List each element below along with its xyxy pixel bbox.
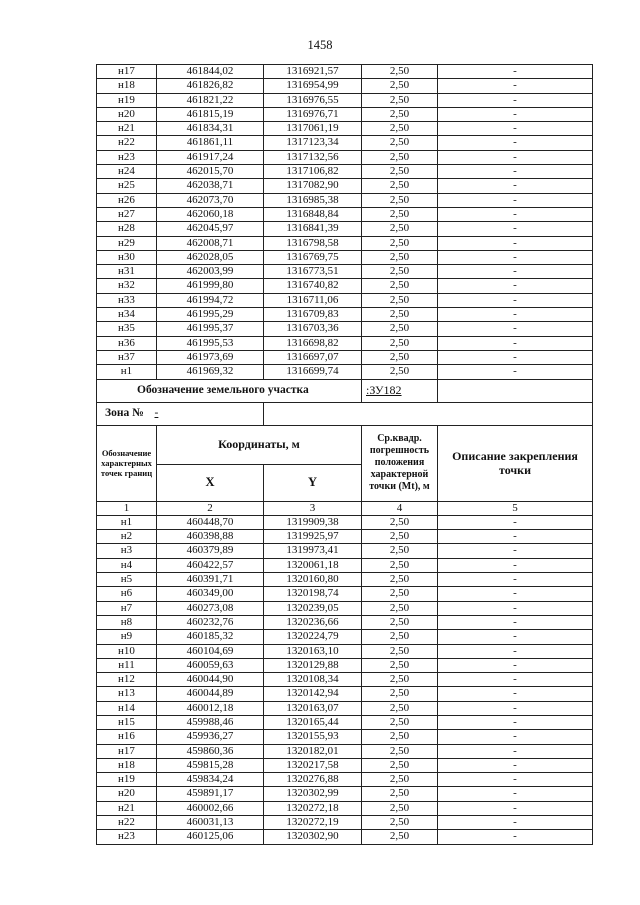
description-value: - [438, 308, 593, 322]
col-number: 5 [438, 501, 593, 515]
coord-x: 461834,31 [157, 122, 264, 136]
coord-y: 1316711,06 [264, 293, 362, 307]
coord-x: 462060,18 [157, 207, 264, 221]
description-value: - [438, 65, 593, 79]
description-value: - [438, 107, 593, 121]
point-name: н21 [97, 801, 157, 815]
coord-y: 1320129,88 [264, 658, 362, 672]
table-row [97, 515, 593, 529]
description-value: - [438, 573, 593, 587]
table-row [97, 601, 593, 615]
coord-y: 1316699,74 [264, 365, 362, 379]
coord-x: 460448,70 [157, 515, 264, 529]
point-name: н24 [97, 165, 157, 179]
point-name: н10 [97, 644, 157, 658]
table-row [97, 744, 593, 758]
table-row [97, 816, 593, 830]
description-value: - [438, 601, 593, 615]
description-value: - [438, 644, 593, 658]
point-name: н35 [97, 322, 157, 336]
point-name: н18 [97, 758, 157, 772]
description-value: - [438, 222, 593, 236]
coord-y: 1316798,58 [264, 236, 362, 250]
table-row [97, 293, 593, 307]
table-row [97, 350, 593, 364]
table-row [97, 179, 593, 193]
column-numbers-row [97, 501, 593, 515]
description-value: - [438, 744, 593, 758]
table-row [97, 715, 593, 729]
description-value: - [438, 365, 593, 379]
accuracy-value: 2,50 [362, 107, 438, 121]
point-name: н29 [97, 236, 157, 250]
coord-y: 1319925,97 [264, 530, 362, 544]
accuracy-value: 2,50 [362, 179, 438, 193]
table-row [97, 322, 593, 336]
accuracy-value: 2,50 [362, 150, 438, 164]
description-value: - [438, 530, 593, 544]
table-row [97, 544, 593, 558]
accuracy-value: 2,50 [362, 515, 438, 529]
header-x: X [157, 464, 264, 501]
coord-y: 1320061,18 [264, 558, 362, 572]
table-row [97, 687, 593, 701]
table-row [97, 644, 593, 658]
description-value: - [438, 673, 593, 687]
zone-label: Зона № [105, 406, 144, 419]
table-row [97, 107, 593, 121]
coord-y: 1316703,36 [264, 322, 362, 336]
description-value: - [438, 93, 593, 107]
point-name: н13 [97, 687, 157, 701]
coord-x: 460349,00 [157, 587, 264, 601]
zone-value: - [154, 406, 159, 419]
coord-y: 1320272,19 [264, 816, 362, 830]
accuracy-value: 2,50 [362, 530, 438, 544]
coord-y: 1317061,19 [264, 122, 362, 136]
coord-y: 1320142,94 [264, 687, 362, 701]
coord-x: 459988,46 [157, 715, 264, 729]
col-number: 1 [97, 501, 157, 515]
point-name: н18 [97, 79, 157, 93]
point-name: н16 [97, 730, 157, 744]
description-value: - [438, 207, 593, 221]
table-row [97, 79, 593, 93]
coord-x: 460031,13 [157, 816, 264, 830]
point-name: н11 [97, 658, 157, 672]
point-name: н37 [97, 350, 157, 364]
table-row [97, 336, 593, 350]
description-value: - [438, 265, 593, 279]
point-name: н26 [97, 193, 157, 207]
accuracy-value: 2,50 [362, 93, 438, 107]
table-row [97, 93, 593, 107]
point-name: н19 [97, 93, 157, 107]
accuracy-value: 2,50 [362, 136, 438, 150]
plot-designation-value: :ЗУ182 [362, 379, 438, 402]
coord-x: 461994,72 [157, 293, 264, 307]
bottom-rows [97, 515, 593, 844]
plot-designation-row [97, 379, 593, 402]
table-row [97, 630, 593, 644]
description-value: - [438, 630, 593, 644]
accuracy-value: 2,50 [362, 573, 438, 587]
point-name: н22 [97, 816, 157, 830]
col-number: 2 [157, 501, 264, 515]
accuracy-value: 2,50 [362, 615, 438, 629]
coord-y: 1317123,34 [264, 136, 362, 150]
table-row [97, 150, 593, 164]
point-name: н1 [97, 365, 157, 379]
point-name: н34 [97, 308, 157, 322]
accuracy-value: 2,50 [362, 336, 438, 350]
description-value: - [438, 322, 593, 336]
coord-x: 461995,37 [157, 322, 264, 336]
accuracy-value: 2,50 [362, 601, 438, 615]
description-value: - [438, 136, 593, 150]
coord-x: 460422,57 [157, 558, 264, 572]
accuracy-value: 2,50 [362, 65, 438, 79]
table-row [97, 136, 593, 150]
point-name: н9 [97, 630, 157, 644]
accuracy-value: 2,50 [362, 730, 438, 744]
table-row [97, 701, 593, 715]
description-value: - [438, 122, 593, 136]
table-row [97, 730, 593, 744]
coord-y: 1316709,83 [264, 308, 362, 322]
coord-y: 1320302,90 [264, 830, 362, 844]
coord-x: 461844,02 [157, 65, 264, 79]
accuracy-value: 2,50 [362, 365, 438, 379]
coord-y: 1316848,84 [264, 207, 362, 221]
coord-x: 459834,24 [157, 773, 264, 787]
table-row [97, 365, 593, 379]
point-name: н12 [97, 673, 157, 687]
point-name: н22 [97, 136, 157, 150]
point-name: н30 [97, 250, 157, 264]
coord-x: 460273,08 [157, 601, 264, 615]
coord-y: 1320160,80 [264, 573, 362, 587]
coord-x: 461826,82 [157, 79, 264, 93]
table-row [97, 236, 593, 250]
accuracy-value: 2,50 [362, 773, 438, 787]
coord-y: 1320108,34 [264, 673, 362, 687]
coord-x: 460125,06 [157, 830, 264, 844]
point-name: н17 [97, 65, 157, 79]
accuracy-value: 2,50 [362, 644, 438, 658]
point-name: н33 [97, 293, 157, 307]
coord-x: 462073,70 [157, 193, 264, 207]
coord-y: 1316954,99 [264, 79, 362, 93]
coord-y: 1317106,82 [264, 165, 362, 179]
coord-x: 462015,70 [157, 165, 264, 179]
description-value: - [438, 150, 593, 164]
point-name: н2 [97, 530, 157, 544]
accuracy-value: 2,50 [362, 293, 438, 307]
col-number: 3 [264, 501, 362, 515]
table-row [97, 615, 593, 629]
table-row [97, 222, 593, 236]
description-value: - [438, 816, 593, 830]
point-name: н27 [97, 207, 157, 221]
coord-x: 461995,53 [157, 336, 264, 350]
coord-x: 461917,24 [157, 150, 264, 164]
point-name: н20 [97, 107, 157, 121]
coord-y: 1320276,88 [264, 773, 362, 787]
table-row [97, 801, 593, 815]
coord-x: 462038,71 [157, 179, 264, 193]
accuracy-value: 2,50 [362, 350, 438, 364]
description-value: - [438, 773, 593, 787]
coord-y: 1316769,75 [264, 250, 362, 264]
description-value: - [438, 787, 593, 801]
table-row [97, 530, 593, 544]
table-row [97, 250, 593, 264]
description-value: - [438, 236, 593, 250]
coord-y: 1320163,10 [264, 644, 362, 658]
coord-x: 459860,36 [157, 744, 264, 758]
accuracy-value: 2,50 [362, 122, 438, 136]
description-value: - [438, 758, 593, 772]
coord-x: 462008,71 [157, 236, 264, 250]
coord-y: 1316841,39 [264, 222, 362, 236]
description-value: - [438, 293, 593, 307]
point-name: н5 [97, 573, 157, 587]
point-name: н14 [97, 701, 157, 715]
description-value: - [438, 544, 593, 558]
header-accuracy: Ср.квадр. погрешность положения характерной точки (Mt), м [362, 425, 438, 501]
accuracy-value: 2,50 [362, 222, 438, 236]
coord-y: 1316697,07 [264, 350, 362, 364]
description-value: - [438, 701, 593, 715]
description-value: - [438, 687, 593, 701]
coord-y: 1316698,82 [264, 336, 362, 350]
description-value: - [438, 279, 593, 293]
coord-y: 1320272,18 [264, 801, 362, 815]
coord-y: 1317132,56 [264, 150, 362, 164]
coord-y: 1320163,07 [264, 701, 362, 715]
accuracy-value: 2,50 [362, 630, 438, 644]
accuracy-value: 2,50 [362, 715, 438, 729]
accuracy-value: 2,50 [362, 165, 438, 179]
coord-y: 1320155,93 [264, 730, 362, 744]
point-name: н4 [97, 558, 157, 572]
table-row [97, 773, 593, 787]
coord-x: 460044,90 [157, 673, 264, 687]
coord-x: 462028,05 [157, 250, 264, 264]
coordinates-table [96, 64, 593, 845]
coord-x: 462045,97 [157, 222, 264, 236]
coord-y: 1320165,44 [264, 715, 362, 729]
plot-designation-label: Обозначение земельного участка [97, 379, 362, 402]
point-name: н23 [97, 150, 157, 164]
header-description: Описание закрепления точки [438, 425, 593, 501]
coord-y: 1320217,58 [264, 758, 362, 772]
table-row [97, 279, 593, 293]
header-y: Y [264, 464, 362, 501]
table-row [97, 587, 593, 601]
description-value: - [438, 515, 593, 529]
table-row [97, 207, 593, 221]
point-name: н19 [97, 773, 157, 787]
table-row [97, 573, 593, 587]
point-name: н25 [97, 179, 157, 193]
accuracy-value: 2,50 [362, 801, 438, 815]
point-name: н6 [97, 587, 157, 601]
description-value: - [438, 730, 593, 744]
coord-x: 461861,11 [157, 136, 264, 150]
coord-x: 460391,71 [157, 573, 264, 587]
description-value: - [438, 801, 593, 815]
coord-x: 460012,18 [157, 701, 264, 715]
accuracy-value: 2,50 [362, 787, 438, 801]
accuracy-value: 2,50 [362, 758, 438, 772]
header-coordinates: Координаты, м [157, 425, 362, 464]
coord-y: 1319973,41 [264, 544, 362, 558]
coord-y: 1316773,51 [264, 265, 362, 279]
coord-x: 460044,89 [157, 687, 264, 701]
point-name: н31 [97, 265, 157, 279]
coord-y: 1316921,57 [264, 65, 362, 79]
table-row [97, 787, 593, 801]
coord-x: 460379,89 [157, 544, 264, 558]
accuracy-value: 2,50 [362, 701, 438, 715]
coord-y: 1320198,74 [264, 587, 362, 601]
coord-y: 1317082,90 [264, 179, 362, 193]
coord-x: 461999,80 [157, 279, 264, 293]
point-name: н36 [97, 336, 157, 350]
header-row [97, 425, 593, 464]
coord-x: 461821,22 [157, 93, 264, 107]
description-value: - [438, 615, 593, 629]
description-value: - [438, 79, 593, 93]
coord-x: 459815,28 [157, 758, 264, 772]
coord-x: 460398,88 [157, 530, 264, 544]
table-row [97, 265, 593, 279]
accuracy-value: 2,50 [362, 250, 438, 264]
coord-x: 461995,29 [157, 308, 264, 322]
description-value: - [438, 658, 593, 672]
table-row [97, 165, 593, 179]
coord-x: 460059,63 [157, 658, 264, 672]
description-value: - [438, 336, 593, 350]
accuracy-value: 2,50 [362, 193, 438, 207]
accuracy-value: 2,50 [362, 207, 438, 221]
table-row [97, 830, 593, 844]
coord-x: 460104,69 [157, 644, 264, 658]
description-value: - [438, 558, 593, 572]
description-value: - [438, 587, 593, 601]
top-rows [97, 65, 593, 380]
coord-x: 462003,99 [157, 265, 264, 279]
point-name: н28 [97, 222, 157, 236]
accuracy-value: 2,50 [362, 79, 438, 93]
coord-x: 461815,19 [157, 107, 264, 121]
accuracy-value: 2,50 [362, 544, 438, 558]
description-value: - [438, 250, 593, 264]
accuracy-value: 2,50 [362, 744, 438, 758]
table-row [97, 758, 593, 772]
point-name: н8 [97, 615, 157, 629]
table-row [97, 558, 593, 572]
accuracy-value: 2,50 [362, 816, 438, 830]
coord-x: 460002,66 [157, 801, 264, 815]
table-row [97, 308, 593, 322]
coord-x: 459891,17 [157, 787, 264, 801]
coord-y: 1316985,38 [264, 193, 362, 207]
coord-y: 1319909,38 [264, 515, 362, 529]
coord-x: 460232,76 [157, 615, 264, 629]
coord-y: 1320236,66 [264, 615, 362, 629]
coord-y: 1320224,79 [264, 630, 362, 644]
page-number: 1458 [307, 38, 333, 52]
table-row [97, 673, 593, 687]
point-name: н23 [97, 830, 157, 844]
coord-y: 1316976,71 [264, 107, 362, 121]
table-row [97, 193, 593, 207]
coord-y: 1320239,05 [264, 601, 362, 615]
accuracy-value: 2,50 [362, 279, 438, 293]
point-name: н3 [97, 544, 157, 558]
coord-y: 1320182,01 [264, 744, 362, 758]
zone-row [97, 402, 593, 425]
point-name: н20 [97, 787, 157, 801]
description-value: - [438, 165, 593, 179]
description-value: - [438, 179, 593, 193]
accuracy-value: 2,50 [362, 558, 438, 572]
point-name: н21 [97, 122, 157, 136]
description-value: - [438, 193, 593, 207]
accuracy-value: 2,50 [362, 322, 438, 336]
table-row [97, 658, 593, 672]
coord-y: 1320302,99 [264, 787, 362, 801]
description-value: - [438, 715, 593, 729]
accuracy-value: 2,50 [362, 673, 438, 687]
header-point: Обозначение характерных точек границ [97, 425, 157, 501]
description-value: - [438, 350, 593, 364]
accuracy-value: 2,50 [362, 687, 438, 701]
accuracy-value: 2,50 [362, 587, 438, 601]
accuracy-value: 2,50 [362, 265, 438, 279]
coord-x: 460185,32 [157, 630, 264, 644]
accuracy-value: 2,50 [362, 308, 438, 322]
table-row [97, 122, 593, 136]
accuracy-value: 2,50 [362, 236, 438, 250]
coord-x: 459936,27 [157, 730, 264, 744]
point-name: н15 [97, 715, 157, 729]
coord-x: 461973,69 [157, 350, 264, 364]
point-name: н17 [97, 744, 157, 758]
point-name: н7 [97, 601, 157, 615]
point-name: н32 [97, 279, 157, 293]
coord-x: 461969,32 [157, 365, 264, 379]
accuracy-value: 2,50 [362, 658, 438, 672]
description-value: - [438, 830, 593, 844]
coord-y: 1316976,55 [264, 93, 362, 107]
col-number: 4 [362, 501, 438, 515]
table-row [97, 65, 593, 79]
point-name: н1 [97, 515, 157, 529]
coord-y: 1316740,82 [264, 279, 362, 293]
accuracy-value: 2,50 [362, 830, 438, 844]
